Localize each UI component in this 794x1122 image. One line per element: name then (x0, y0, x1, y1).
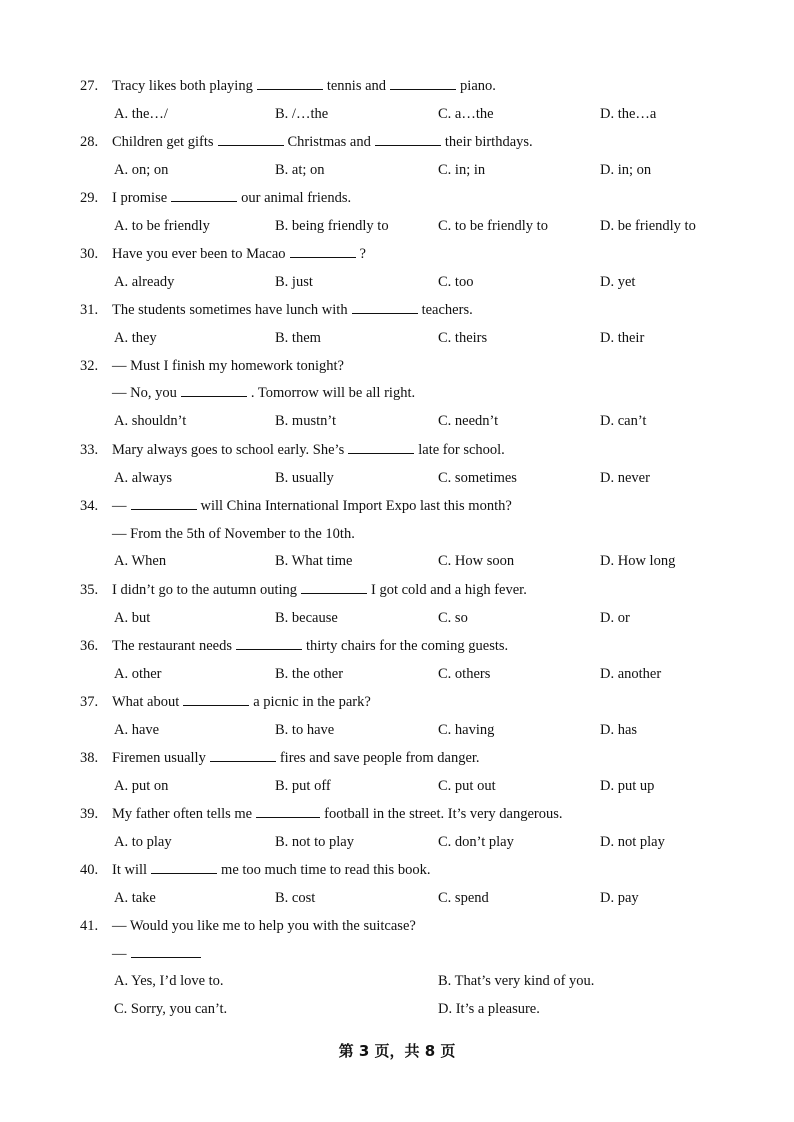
options-35 (0, 607, 794, 629)
question-36 (0, 635, 794, 657)
question-number: 39. (80, 806, 99, 822)
option-b: B. usually (275, 470, 334, 486)
question-stem: The students sometimes have lunch with teachers. (112, 299, 473, 321)
question-40 (0, 859, 794, 881)
question-stem-reply: — (112, 943, 205, 965)
question-stem: — Must I finish my homework tonight? (112, 358, 344, 374)
options-29 (0, 215, 794, 237)
option-d: D. pay (600, 890, 639, 906)
option-d: D. another (600, 666, 662, 682)
option-a: A. but (114, 610, 151, 626)
question-32 (0, 355, 794, 377)
option-c: C. Sorry, you can’t. (114, 1001, 228, 1017)
option-a: A. Yes, I’d love to. (114, 973, 224, 989)
question-stem: Children get gifts Christmas and their birthdays. (112, 131, 533, 153)
option-d: D. It’s a pleasure. (438, 1001, 540, 1017)
option-c: C. How soon (438, 553, 515, 569)
question-29 (0, 187, 794, 209)
option-c: C. having (438, 722, 495, 738)
option-b: B. not to play (275, 834, 354, 850)
answer-blank (171, 187, 237, 202)
option-d: D. not play (600, 834, 665, 850)
option-d: D. yet (600, 274, 636, 290)
answer-blank (131, 495, 197, 510)
question-stem: — will China International Import Expo last this month? (112, 495, 512, 517)
answer-blank (210, 747, 276, 762)
option-a: A. When (114, 553, 167, 569)
question-31 (0, 299, 794, 321)
option-c: C. put out (438, 778, 496, 794)
option-d: D. put up (600, 778, 655, 794)
option-a: A. the…/ (114, 106, 168, 122)
option-c: C. so (438, 610, 468, 626)
options-39 (0, 831, 794, 853)
options-28 (0, 159, 794, 181)
options-41-row2 (0, 998, 794, 1020)
option-a: A. put on (114, 778, 169, 794)
option-d: D. can’t (600, 413, 647, 429)
option-c: C. theirs (438, 330, 488, 346)
question-number: 36. (80, 638, 99, 654)
option-a: A. already (114, 274, 175, 290)
question-28 (0, 131, 794, 153)
option-c: C. too (438, 274, 474, 290)
options-40 (0, 887, 794, 909)
question-stem: I didn’t go to the autumn outing I got cold and a high fever. (112, 579, 527, 601)
question-stem-reply: — No, you . Tomorrow will be all right. (112, 382, 415, 404)
options-38 (0, 775, 794, 797)
options-34 (0, 550, 794, 572)
option-b: B. put off (275, 778, 331, 794)
question-number: 38. (80, 750, 99, 766)
question-35 (0, 579, 794, 601)
question-38 (0, 747, 794, 769)
options-31 (0, 327, 794, 349)
question-39 (0, 803, 794, 825)
question-stem: Tracy likes both playing tennis and piano. (112, 75, 496, 97)
question-stem: I promise our animal friends. (112, 187, 351, 209)
question-32-reply (0, 382, 794, 404)
option-a: A. they (114, 330, 157, 346)
option-c: C. needn’t (438, 413, 499, 429)
question-number: 33. (80, 442, 99, 458)
option-b: B. the other (275, 666, 344, 682)
option-d: D. the…a (600, 106, 657, 122)
answer-blank (257, 75, 323, 90)
answer-blank (183, 691, 249, 706)
options-37 (0, 719, 794, 741)
option-b: B. to have (275, 722, 335, 738)
answer-blank (290, 243, 356, 258)
question-number: 32. (80, 358, 99, 374)
options-30 (0, 271, 794, 293)
question-number: 30. (80, 246, 99, 262)
option-d: D. or (600, 610, 630, 626)
question-34 (0, 495, 794, 517)
option-c: C. in; in (438, 162, 486, 178)
question-27 (0, 75, 794, 97)
page-footer: 第 3 页，共 8 页 (338, 1042, 456, 1060)
answer-blank (131, 943, 201, 958)
question-stem: Have you ever been to Macao ? (112, 243, 366, 265)
option-c: C. a…the (438, 106, 494, 122)
option-b: B. cost (275, 890, 316, 906)
question-number: 40. (80, 862, 99, 878)
option-b: B. at; on (275, 162, 325, 178)
question-number: 37. (80, 694, 99, 710)
question-30 (0, 243, 794, 265)
question-number: 41. (80, 918, 99, 934)
option-a: A. other (114, 666, 162, 682)
answer-blank (236, 635, 302, 650)
question-33 (0, 439, 794, 461)
answer-blank (375, 131, 441, 146)
option-c: C. others (438, 666, 491, 682)
question-37 (0, 691, 794, 713)
answer-blank (151, 859, 217, 874)
option-a: A. on; on (114, 162, 169, 178)
option-d: D. How long (600, 553, 676, 569)
question-34-reply (0, 523, 794, 545)
option-b: B. being friendly to (275, 218, 389, 234)
option-b: B. /…the (275, 106, 329, 122)
option-d: D. be friendly to (600, 218, 696, 234)
option-b: B. What time (275, 553, 353, 569)
question-number: 28. (80, 134, 99, 150)
option-c: C. to be friendly to (438, 218, 548, 234)
question-stem: It will me too much time to read this book. (112, 859, 430, 881)
option-b: B. because (275, 610, 338, 626)
answer-blank (181, 382, 247, 397)
answer-blank (256, 803, 320, 818)
option-a: A. have (114, 722, 160, 738)
options-41-row1 (0, 970, 794, 992)
option-a: A. always (114, 470, 172, 486)
option-b: B. just (275, 274, 313, 290)
question-41 (0, 915, 794, 937)
option-c: C. spend (438, 890, 489, 906)
question-stem: My father often tells me football in the street. It’s very dangerous. (112, 803, 563, 825)
option-a: A. take (114, 890, 156, 906)
option-a: A. to play (114, 834, 172, 850)
option-a: A. to be friendly (114, 218, 210, 234)
question-number: 35. (80, 582, 99, 598)
option-c: C. don’t play (438, 834, 514, 850)
question-stem: — Would you like me to help you with the suitcase? (112, 918, 416, 934)
question-stem: The restaurant needs thirty chairs for the coming guests. (112, 635, 508, 657)
answer-blank (390, 75, 456, 90)
option-c: C. sometimes (438, 470, 517, 486)
answer-blank (352, 299, 418, 314)
options-33 (0, 467, 794, 489)
question-stem-reply: — From the 5th of November to the 10th. (112, 526, 355, 542)
option-b: B. them (275, 330, 321, 346)
question-stem: What about a picnic in the park? (112, 691, 371, 713)
option-b: B. mustn’t (275, 413, 336, 429)
question-number: 34. (80, 498, 99, 514)
question-number: 31. (80, 302, 99, 318)
options-27 (0, 103, 794, 125)
question-stem: Mary always goes to school early. She’s late for school. (112, 439, 505, 461)
option-d: D. never (600, 470, 650, 486)
option-b: B. That’s very kind of you. (438, 973, 595, 989)
option-d: D. their (600, 330, 645, 346)
option-a: A. shouldn’t (114, 413, 187, 429)
answer-blank (301, 579, 367, 594)
option-d: D. in; on (600, 162, 652, 178)
question-number: 27. (80, 78, 99, 94)
option-d: D. has (600, 722, 638, 738)
options-32 (0, 410, 794, 432)
question-41-reply (0, 943, 794, 965)
answer-blank (218, 131, 284, 146)
question-number: 29. (80, 190, 99, 206)
answer-blank (348, 439, 414, 454)
question-stem: Firemen usually fires and save people from danger. (112, 747, 480, 769)
options-36 (0, 663, 794, 685)
